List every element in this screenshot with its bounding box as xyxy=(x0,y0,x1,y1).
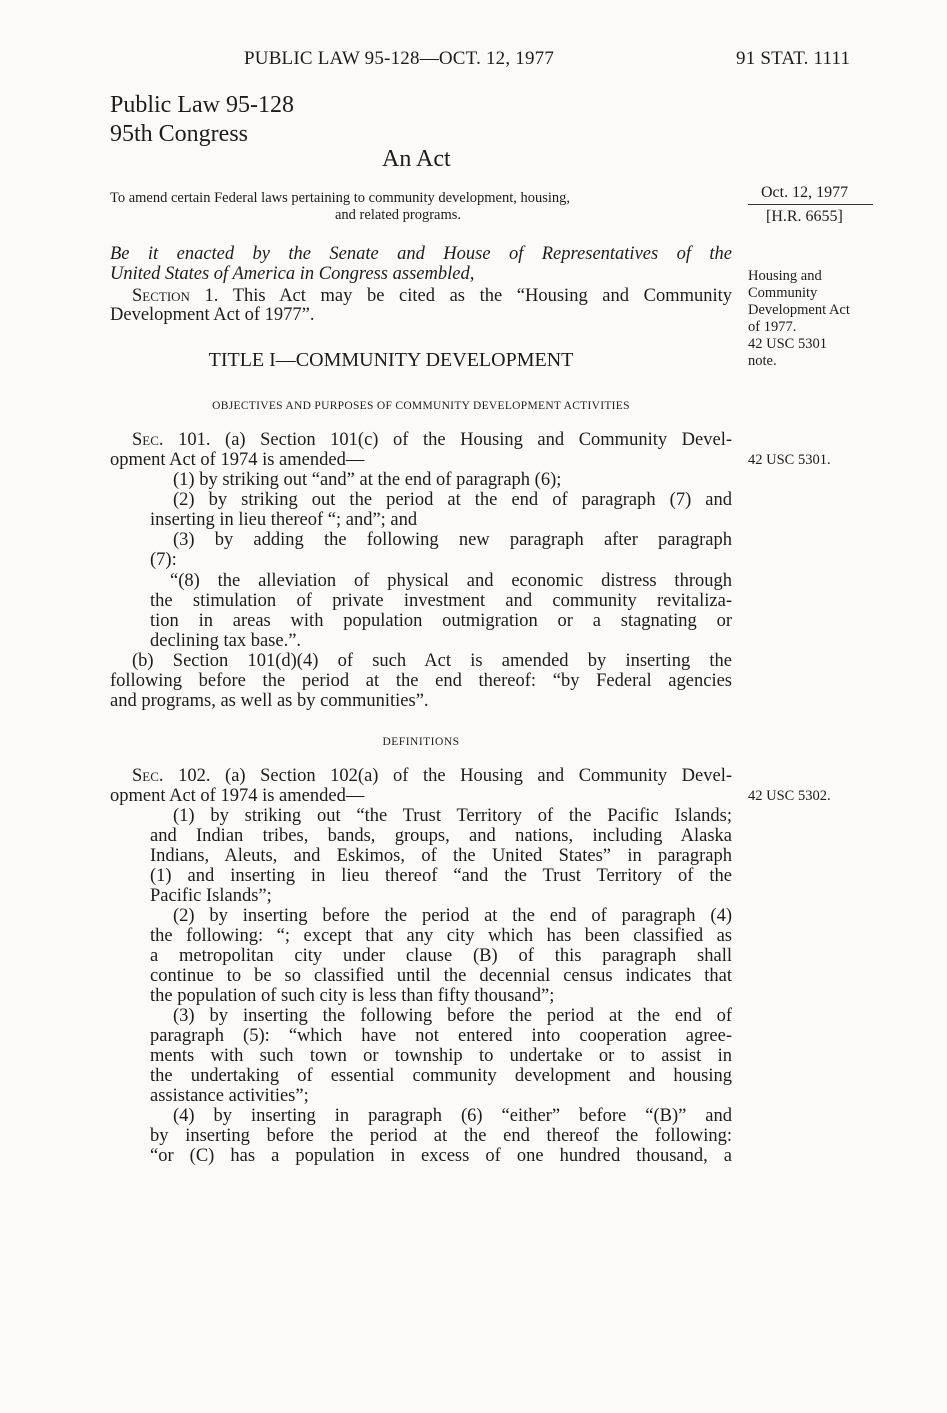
sec102-line: (2) by inserting before the period at the end of paragraph (4) xyxy=(173,906,732,926)
sec101-line: “(8) the alleviation of physical and economic distress through xyxy=(170,571,732,591)
short-title-note-line: Housing and xyxy=(748,268,822,284)
sec102-line: the population of such city is less than fifty thousand”; xyxy=(150,986,555,1006)
section-label: Sec. 101. xyxy=(132,430,211,450)
running-header-left: PUBLIC LAW 95-128—OCT. 12, 1977 xyxy=(244,48,555,69)
sec101-line: the stimulation of private investment and community revitaliza- xyxy=(150,591,732,611)
congress-number: 95th Congress xyxy=(110,121,248,147)
sec102-line: Indians, Aleuts, and Eskimos, of the United States” in paragraph xyxy=(150,846,732,866)
sec101-line: and programs, as well as by communities”. xyxy=(110,691,429,711)
sec102-line: and Indian tribes, bands, groups, and nations, including Alaska xyxy=(150,826,732,846)
enacting-clause-line-1: Be it enacted by the Senate and House of Representatives of the xyxy=(110,244,732,264)
short-title-note-line: note. xyxy=(748,353,777,369)
sidebar-rule xyxy=(748,204,873,205)
sec102-line: a metropolitan city under clause (B) of this paragraph shall xyxy=(150,946,732,966)
sec101-line: opment Act of 1974 is amended— xyxy=(110,450,365,470)
sec102-line: (4) by inserting in paragraph (6) “either” before “(B)” and xyxy=(173,1106,732,1126)
sec102-line: paragraph (5): “which have not entered into cooperation agree- xyxy=(150,1026,732,1046)
subheading-objectives: OBJECTIVES AND PURPOSES OF COMMUNITY DEVELOPMENT ACTIVITIES xyxy=(212,400,630,412)
short-title-note-line: Development Act xyxy=(748,302,850,318)
sec102-line: Pacific Islands”; xyxy=(150,886,272,906)
section-text: (a) Section 101(c) of the Housing and Community Devel- xyxy=(225,430,732,450)
section-text: (a) Section 102(a) of the Housing and Community Devel- xyxy=(225,766,732,786)
title-heading: TITLE I—COMMUNITY DEVELOPMENT xyxy=(208,349,574,371)
sec102-line: ments with such town or township to undertake or to assist in xyxy=(150,1046,732,1066)
page-citation: 91 STAT. 1111 xyxy=(736,48,851,69)
sec102-line: (1) by striking out “the Trust Territory of the Pacific Islands; xyxy=(173,806,732,826)
margin-citation-sec102: 42 USC 5302. xyxy=(748,788,831,804)
sec102-line: continue to be so classified until the decennial census indicates that xyxy=(150,966,732,986)
sec102-line: “or (C) has a population in excess of one hundred thousand, a xyxy=(150,1146,732,1166)
short-title-note-line: of 1977. xyxy=(748,319,797,335)
section-label: Sec. 102. xyxy=(132,766,211,786)
sec101-line: (b) Section 101(d)(4) of such Act is amended by inserting the xyxy=(132,651,732,671)
public-law-number: Public Law 95-128 xyxy=(110,92,294,118)
sec101-line: (1) by striking out “and” at the end of paragraph (6); xyxy=(173,470,562,490)
act-title: An Act xyxy=(382,146,451,172)
sec102-line xyxy=(110,766,732,786)
sec102-line: assistance activities”; xyxy=(150,1086,309,1106)
enactment-date: Oct. 12, 1977 xyxy=(761,184,849,201)
subheading-definitions: DEFINITIONS xyxy=(382,736,460,748)
act-purpose-line-1: To amend certain Federal laws pertaining to community development, housing, xyxy=(110,190,571,206)
sec101-line: (3) by adding the following new paragraph after paragraph xyxy=(173,530,732,550)
short-title-note-line: Community xyxy=(748,285,818,301)
sec102-line: the following: “; except that any city which has been classified as xyxy=(150,926,732,946)
sec101-line: following before the period at the end thereof: “by Federal agencies xyxy=(110,671,732,691)
sec102-line: (3) by inserting the following before the period at the end of xyxy=(173,1006,732,1026)
sec102-line: the undertaking of essential community development and housing xyxy=(150,1066,732,1086)
short-title-note-line: 42 USC 5301 xyxy=(748,336,827,352)
margin-citation-sec101: 42 USC 5301. xyxy=(748,452,831,468)
sec101-line: declining tax base.”. xyxy=(150,631,302,651)
sec101-line: (7): xyxy=(150,550,177,570)
bill-number: [H.R. 6655] xyxy=(766,208,843,225)
section-1-line-2: Development Act of 1977”. xyxy=(110,305,315,325)
sec101-line: tion in areas with population outmigration or a stagnating or xyxy=(150,611,732,631)
section-1-line-1 xyxy=(110,286,732,306)
enacting-clause-line-2: United States of America in Congress assembled, xyxy=(110,264,475,284)
sec101-line xyxy=(110,430,732,450)
sec102-line: (1) and inserting in lieu thereof “and the Trust Territory of the xyxy=(150,866,732,886)
sec101-line: inserting in lieu thereof “; and”; and xyxy=(150,510,418,530)
sec102-line: opment Act of 1974 is amended— xyxy=(110,786,365,806)
sec102-line: by inserting before the period at the end thereof the following: xyxy=(150,1126,732,1146)
sec101-line: (2) by striking out the period at the end of paragraph (7) and xyxy=(173,490,732,510)
section-label: Section 1. xyxy=(132,286,219,306)
act-purpose-line-2: and related programs. xyxy=(335,207,462,223)
short-title-note xyxy=(748,268,850,370)
section-text: This Act may be cited as the “Housing and Community xyxy=(232,286,733,306)
